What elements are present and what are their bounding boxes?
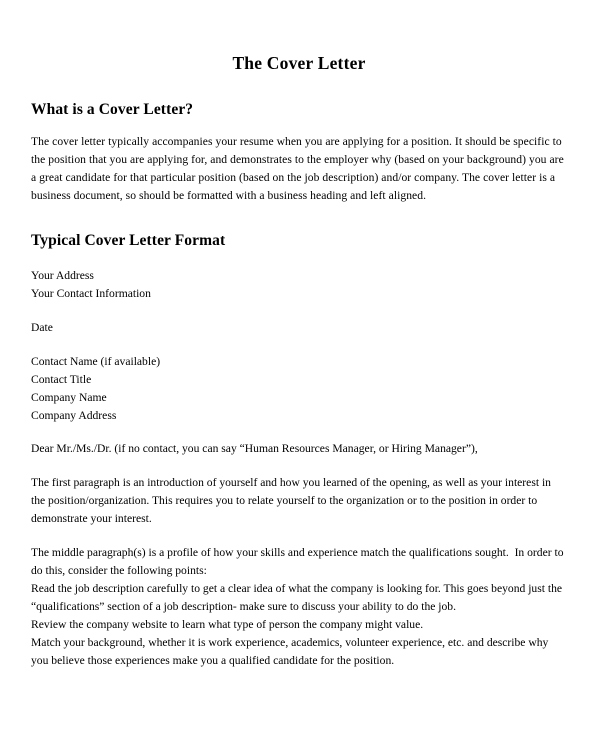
line-point-review-company-website: Review the company website to learn what type of person the company might value. (31, 618, 424, 632)
block-middle-paragraphs (31, 544, 567, 670)
line-company-name: Company Name (31, 390, 107, 404)
line-first-paragraph: The first paragraph is an introduction of yourself and how you learned of the opening, as well as your interest in the position/organization. This requires you to relate yourself to the organization or to the position in order to demonstrate your interest. (31, 476, 554, 526)
line-date: Date (31, 320, 53, 334)
section-heading-typical-cover-letter-format: Typical Cover Letter Format (31, 232, 226, 250)
block-contact (31, 353, 567, 425)
line-company-address: Company Address (31, 408, 117, 422)
block-date (31, 319, 567, 337)
line-your-address: Your Address (31, 268, 94, 282)
page-title: The Cover Letter (232, 53, 366, 73)
line-point-read-job-description: Read the job description carefully to get a clear idea of what the company is looking for. This goes beyond just the “qualifications” section of a job description- make sure to discuss your ability to do the job. (31, 582, 565, 614)
line-middle-paragraph-intro: The middle paragraph(s) is a profile of how your skills and experience match the qualifications sought. In order to do this, consider the following points: (31, 546, 567, 578)
line-your-contact-information: Your Contact Information (31, 286, 151, 300)
line-point-match-your-background: Match your background, whether it is work experience, academics, volunteer experience, etc. and describe why you believe those experiences make you a qualified candidate for the position. (31, 636, 552, 668)
block-first-paragraph (31, 474, 567, 528)
line-salutation: Dear Mr./Ms./Dr. (if no contact, you can say “Human Resources Manager, or Hiring Manager”), (31, 442, 478, 456)
section-heading-what-is-a-cover-letter: What is a Cover Letter? (31, 101, 194, 118)
block-salutation (31, 440, 567, 458)
line-contact-name: Contact Name (if available) (31, 354, 161, 368)
paragraph-what-is-a-cover-letter: The cover letter typically accompanies your resume when you are applying for a position. It should be specific to the position that you are applying for, and demonstrates to the employer why (based on your background) you are a great candidate for that particular position (based on the job description) and/or company. The cover letter is a business document, so should be formatted with a business heading and left aligned. (31, 135, 564, 202)
block-address (31, 267, 567, 303)
line-contact-title: Contact Title (31, 372, 92, 386)
